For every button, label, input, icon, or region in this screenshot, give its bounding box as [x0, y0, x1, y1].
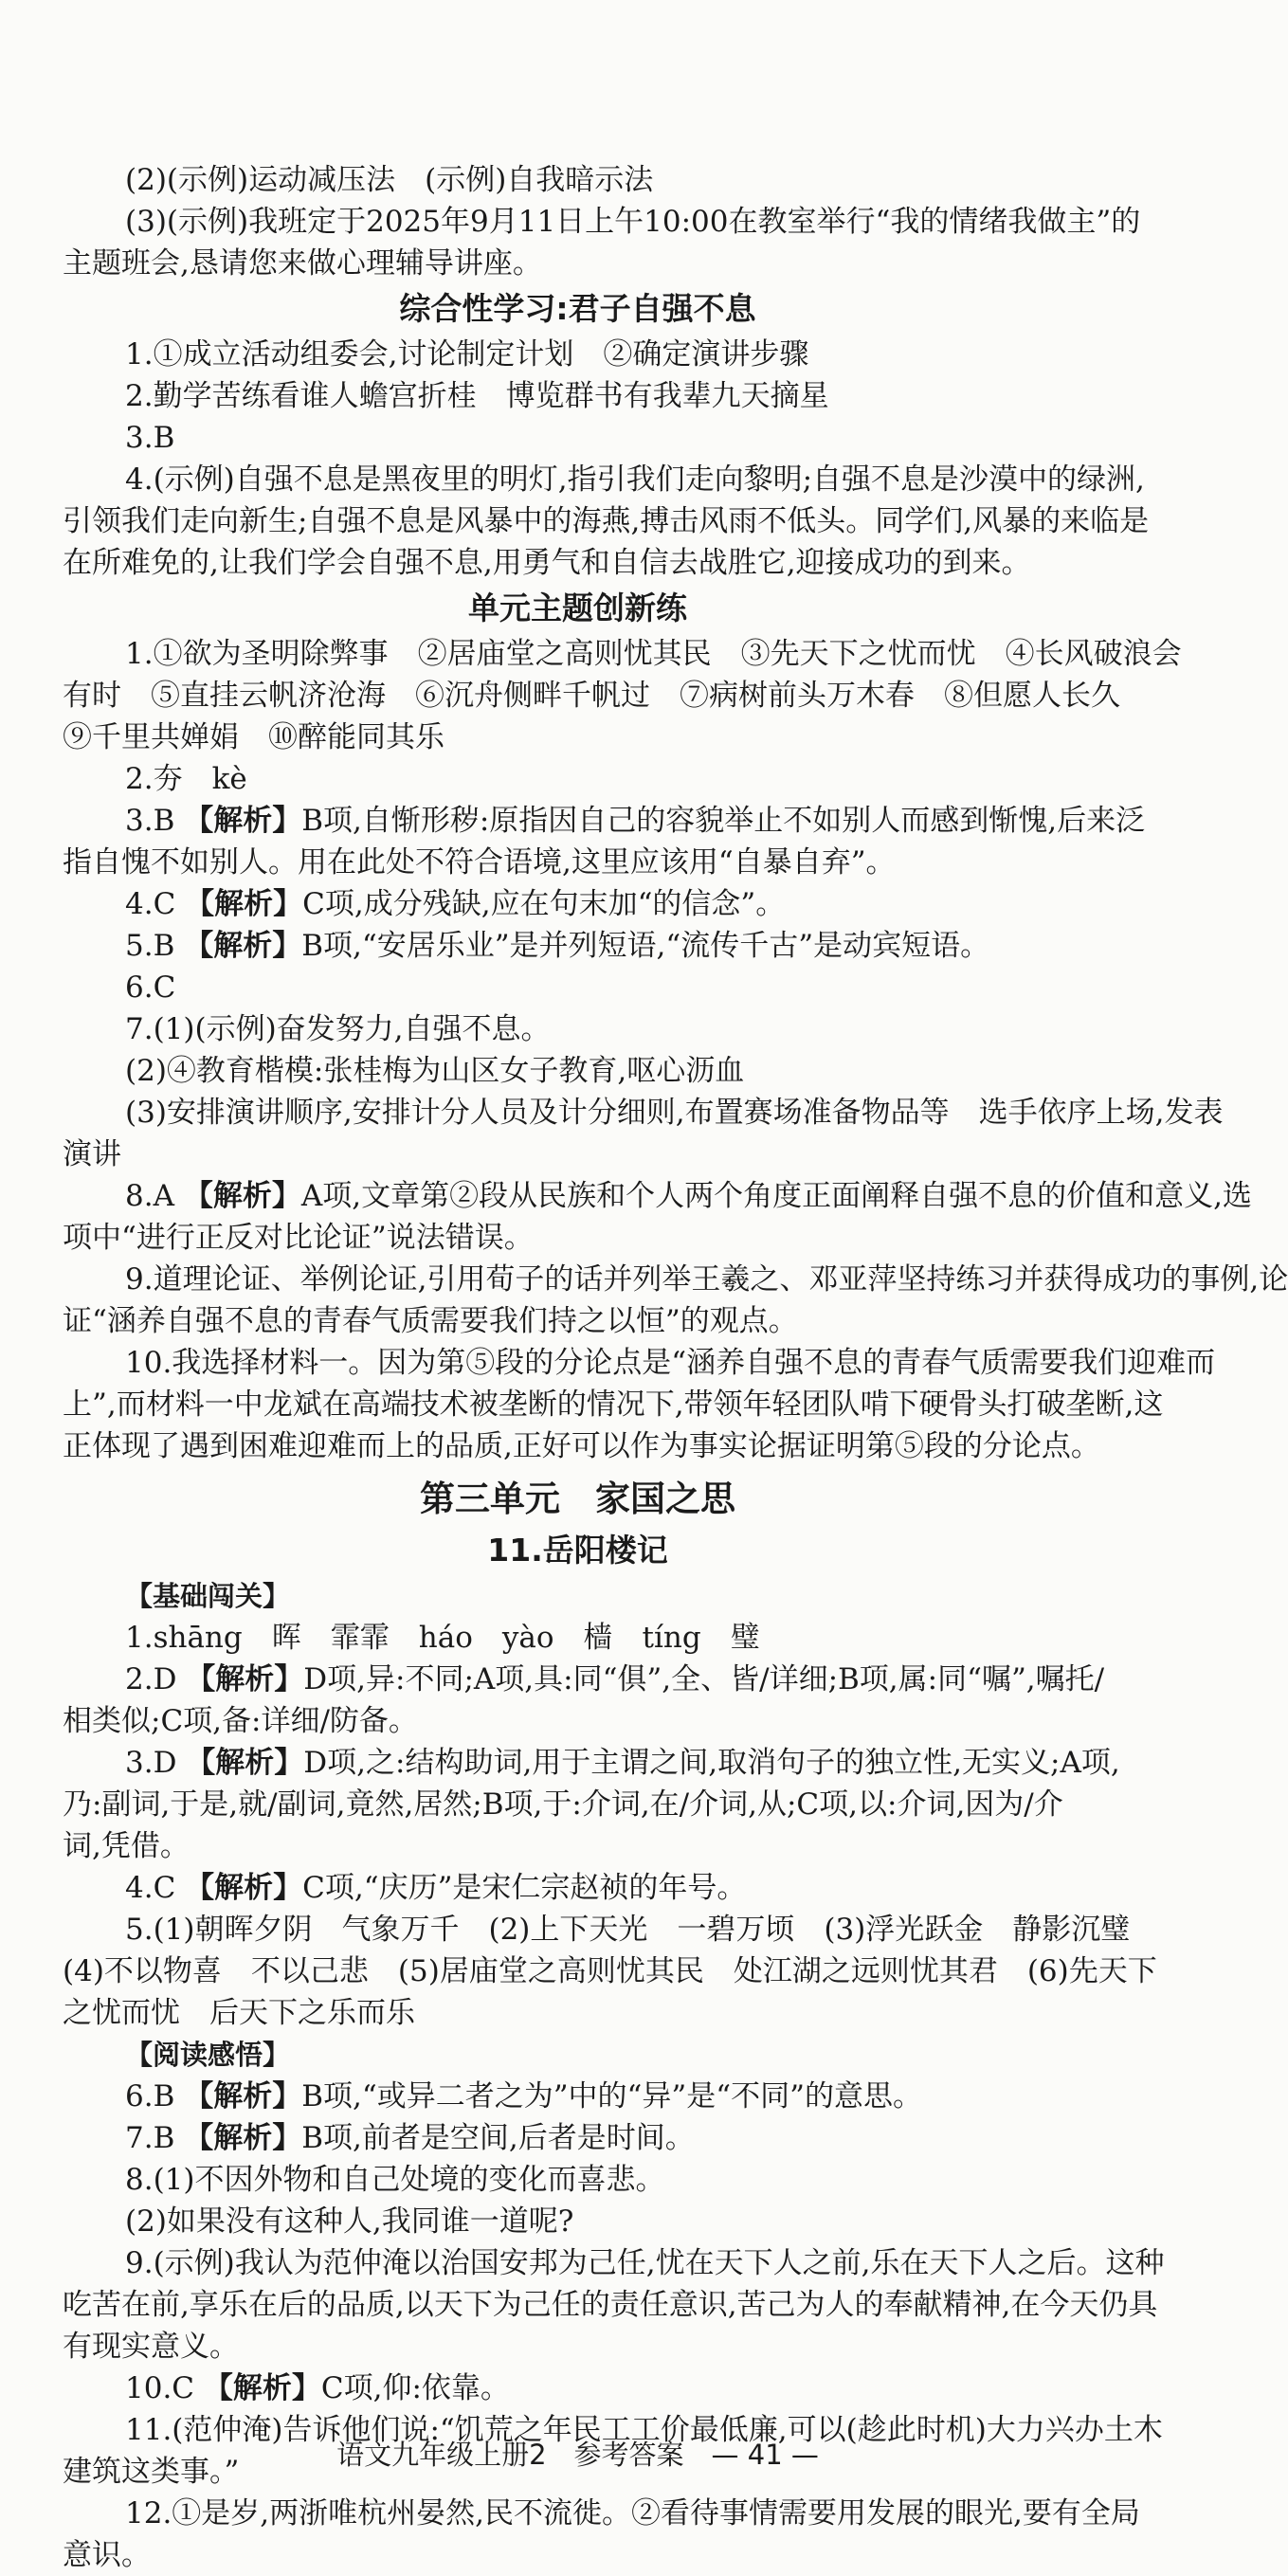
answer-line: 演讲: [63, 1137, 121, 1171]
answer-line: 10.我选择材料一。因为第⑤段的分论点是“涵养自强不息的青春气质需要我们迎难而: [125, 1346, 1216, 1380]
answer-option: 2.D: [125, 1662, 187, 1696]
analysis-text: D项,异:不同;A项,具:同“俱”,全、皆/详细;B项,属:同“嘱”,嘱托/: [303, 1662, 1105, 1696]
analysis-label: 【解析】: [185, 1871, 303, 1905]
answer-line: (3)安排演讲顺序,安排计分人员及计分细则,布置赛场准备物品等 选手依序上场,发表: [125, 1096, 1224, 1130]
answer-option: 4.C: [125, 887, 186, 921]
answer-line: 有时 ⑤直挂云帆济沧海 ⑥沉舟侧畔千帆过 ⑦病树前头万木春 ⑧但愿人长久: [63, 679, 1120, 713]
answer-content: [63, 159, 1288, 2576]
answer-line: 相类似;C项,备:详细/防备。: [63, 1704, 418, 1738]
answer-line: 主题班会,恳请您来做心理辅导讲座。: [63, 246, 542, 281]
unit-title: 第三单元 家国之思: [420, 1478, 735, 1519]
answer-option: 10.C: [125, 2371, 204, 2405]
answer-option: 4.C: [125, 1871, 186, 1905]
answer-line: (2)如果没有这种人,我同谁一道呢?: [125, 2204, 574, 2239]
subsection-tag: 【阅读感悟】: [125, 2039, 291, 2071]
answer-line: [63, 925, 1093, 967]
answer-line: (2)(示例)运动减压法 (示例)自我暗示法: [125, 163, 654, 197]
answer-option: 6.B: [125, 2079, 185, 2113]
answer-line: 9.(示例)我认为范仲淹以治国安邦为己任,忧在天下人之前,乐在天下人之后。这种: [125, 2246, 1165, 2280]
answer-line: [63, 2076, 1093, 2117]
answer-line: 证“涵养自强不息的青春气质需要我们持之以恒”的观点。: [63, 1304, 798, 1338]
answer-line: [63, 1659, 1105, 1700]
analysis-label: 【解析】: [203, 2371, 321, 2405]
analysis-text: C项,成分残缺,应在句末加“的信念”。: [302, 887, 786, 921]
answer-line: 7.(1)(示例)奋发努力,自强不息。: [125, 1012, 551, 1046]
answer-line: 指自愧不如别人。用在此处不符合语境,这里应该用“自暴自弃”。: [63, 845, 896, 880]
subsection-tag: 【基础闯关】: [125, 1580, 291, 1612]
answer-line: [63, 2367, 1093, 2409]
answer-line: ⑨千里共婵娟 ⑩醉能同其乐: [63, 720, 444, 754]
answer-line: 2.夯 kè: [125, 762, 247, 796]
analysis-text: B项,自惭形秽:原指因自己的容貌举止不如别人而感到惭愧,后来泛: [301, 804, 1146, 838]
answer-line: 词,凭借。: [63, 1829, 190, 1863]
analysis-label: 【解析】: [184, 804, 302, 838]
analysis-label: 【解析】: [185, 887, 303, 921]
answer-line: 1.①欲为圣明除弊事 ②居庙堂之高则忧其民 ③先天下之忧而忧 ④长风破浪会: [125, 637, 1182, 671]
analysis-text: B项,前者是空间,后者是时间。: [301, 2121, 695, 2155]
answer-line: 8.(1)不因外物和自己处境的变化而喜悲。: [125, 2163, 665, 2197]
analysis-text: A项,文章第②段从民族和个人两个角度正面阐释自强不息的价值和意义,选: [300, 1179, 1252, 1213]
answer-line: [63, 800, 1146, 842]
analysis-text: B项,“安居乐业”是并列短语,“流传千古”是动宾短语。: [301, 929, 990, 963]
answer-line: 在所难免的,让我们学会自强不息,用勇气和自信去战胜它,迎接成功的到来。: [63, 546, 1031, 580]
analysis-label: 【解析】: [184, 2079, 302, 2113]
answer-line: 上”,而材料一中龙斌在高端技术被垄断的情况下,带领年轻团队啃下硬骨头打破垄断,这: [63, 1388, 1164, 1422]
answer-line: 引领我们走向新生;自强不息是风暴中的海燕,搏击风雨不低头。同学们,风暴的来临是: [63, 504, 1150, 538]
answer-option: 3.B: [125, 804, 185, 838]
answer-line: 1.①成立活动组委会,讨论制定计划 ②确定演讲步骤: [125, 337, 809, 372]
answer-line: 5.(1)朝晖夕阴 气象万千 (2)上下天光 一碧万顷 (3)浮光跃金 静影沉璧: [125, 1913, 1131, 1947]
analysis-label: 【解析】: [184, 929, 302, 963]
answer-line: [63, 1742, 1120, 1784]
answer-line: 有现实意义。: [63, 2330, 239, 2364]
answer-line: [63, 1175, 1252, 1217]
page-footer: 语文九年级上册2 参考答案 — 41 —: [336, 2439, 819, 2471]
analysis-label: 【解析】: [186, 1746, 304, 1780]
analysis-text: D项,之:结构助词,用于主谓之间,取消句子的独立性,无实义;A项,: [303, 1746, 1120, 1780]
answer-line: (2)④教育楷模:张桂梅为山区女子教育,呕心沥血: [125, 1054, 745, 1088]
answer-line: (4)不以物喜 不以己悲 (5)居庙堂之高则忧其民 处江湖之远则忧其君 (6)先天下: [63, 1954, 1157, 1988]
answer-line: 2.勤学苦练看谁人蟾宫折桂 博览群书有我辈九天摘星: [125, 379, 829, 413]
answer-line: 正体现了遇到困难迎难而上的品质,正好可以作为事实论据证明第⑤段的分论点。: [63, 1429, 1100, 1463]
answer-option: 8.A: [125, 1179, 184, 1213]
answer-line: [63, 1867, 1093, 1909]
answer-line: 吃苦在前,享乐在后的品质,以天下为己任的责任意识,苦己为人的奉献精神,在今天仍具: [63, 2288, 1158, 2322]
answer-option: 3.D: [125, 1746, 187, 1780]
answer-line: [63, 883, 1093, 925]
answer-line: 之忧而忧 后天下之乐而乐: [63, 1996, 415, 2030]
answer-line: 12.①是岁,两浙唯杭州晏然,民不流徙。②看待事情需要用发展的眼光,要有全局: [125, 2496, 1140, 2531]
section-title: 单元主题创新练: [468, 590, 687, 626]
answer-option: 5.B: [125, 929, 185, 963]
answer-line: 意识。: [63, 2538, 151, 2572]
answer-line: [63, 2117, 1093, 2159]
answer-option: 7.B: [125, 2121, 185, 2155]
answer-line: 11.(范仲淹)告诉他们说:“饥荒之年民工工价最低廉,可以(趁此时机)大力兴办土木: [125, 2413, 1163, 2447]
answer-line: 乃:副词,于是,就/副词,竟然,居然;B项,于:介词,在/介词,从;C项,以:介词,因为/介: [63, 1787, 1063, 1822]
analysis-label: 【解析】: [183, 1179, 301, 1213]
answer-line: 6.C: [125, 971, 176, 1005]
analysis-text: B项,“或异二者之为”中的“异”是“不同”的意思。: [301, 2079, 922, 2113]
answer-line: 3.B: [125, 421, 175, 455]
section-title: 综合性学习:君子自强不息: [399, 290, 756, 327]
analysis-label: 【解析】: [186, 1662, 304, 1696]
analysis-text: C项,“庆历”是宋仁宗赵祯的年号。: [302, 1871, 747, 1905]
answer-line: 4.(示例)自强不息是黑夜里的明灯,指引我们走向黎明;自强不息是沙漠中的绿洲,: [125, 463, 1145, 497]
analysis-label: 【解析】: [184, 2121, 302, 2155]
analysis-text: C项,仰:依靠。: [320, 2371, 510, 2405]
answer-line: (3)(示例)我班定于2025年9月11日上午10:00在教室举行“我的情绪我做主”的: [125, 205, 1141, 239]
answer-line: 建筑这类事。”: [63, 2455, 240, 2489]
answer-line: 项中“进行正反对比论证”说法错误。: [63, 1221, 534, 1255]
section-title: 11.岳阳楼记: [487, 1532, 668, 1569]
answer-line: 9.道理论证、举例论证,引用荀子的话并列举王羲之、邓亚萍坚持练习并获得成功的事例,论: [125, 1262, 1288, 1297]
answer-line: 1.shāng 晖 霏霏 háo yào 樯 tíng 璧: [125, 1621, 760, 1655]
